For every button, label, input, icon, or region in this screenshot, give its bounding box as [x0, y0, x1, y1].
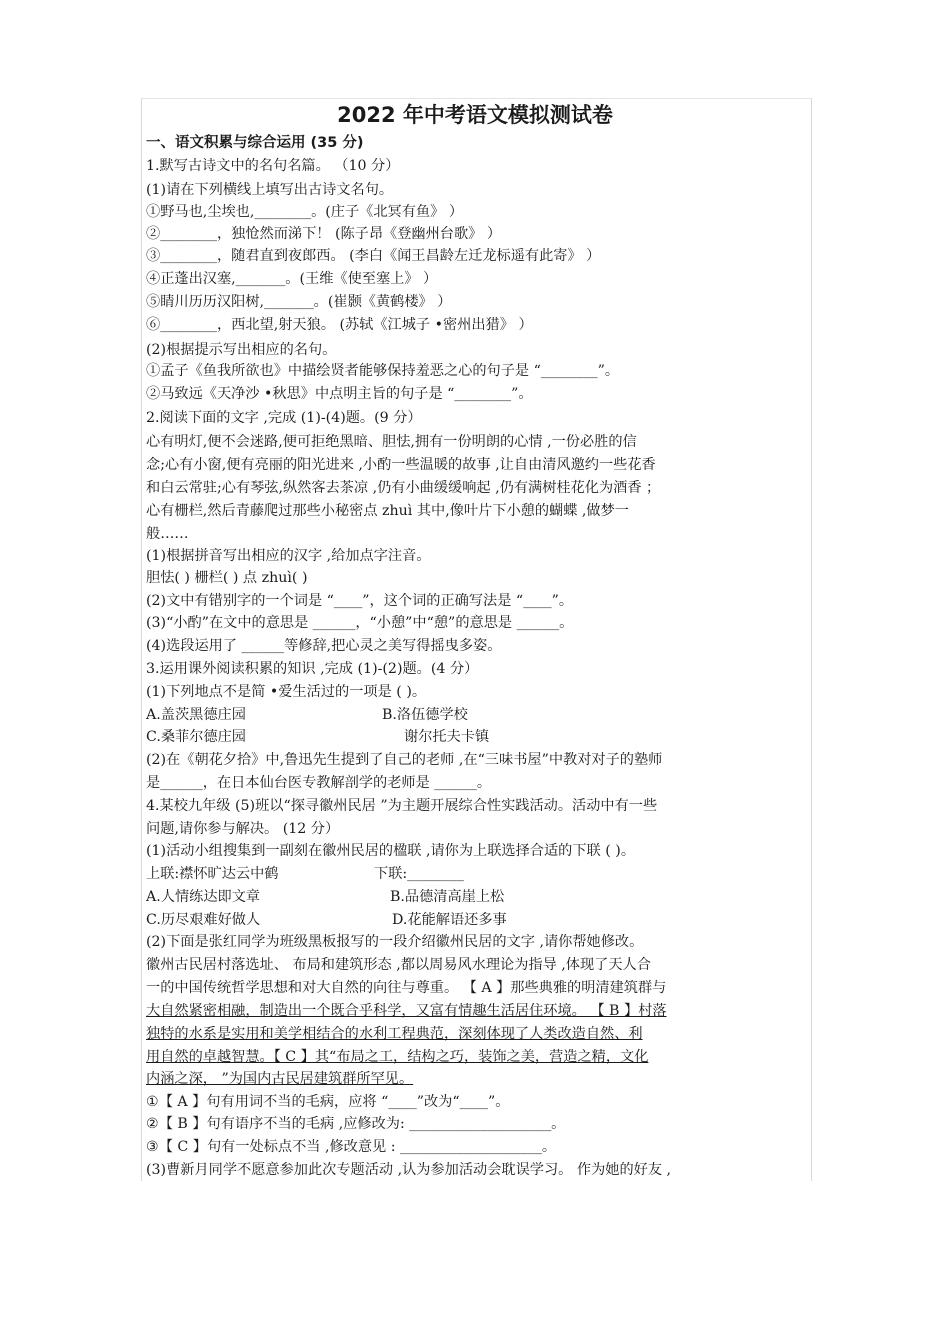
q3-option-a: A.盖茨黑德庄园 [146, 707, 246, 723]
q2-part3: (3)“小酌”在文中的意思是 ______，“小憩”中“憩”的意思是 ______。 [146, 615, 574, 631]
q3-option-b: B.洛伍德学校 [382, 707, 468, 723]
couplet-lower: 下联:________ [374, 866, 464, 882]
q1-part1-instruction: (1)请在下列横线上填写出古诗文名句。 [146, 182, 394, 198]
question-4-heading-line-1: 4.某校九年级 (5)班以“探寻徽州民居 ”为主题开展综合性实践活动。活动中有一些 [146, 798, 658, 814]
q2-part2: (2)文中有错别字的一个词是 “____”，这个词的正确写法是 “____”。 [146, 593, 574, 609]
q4-part1: (1)活动小组搜集到一副刻在徽州民居的楹联 ,请你为上联选择合适的下联 ( )。 [146, 843, 636, 859]
text-line-4: 独特的水系是实用和美学相结合的水利工程典范，深刻体现了人类改造自然、利 [146, 1026, 643, 1042]
q2-part1-blanks: 胆怯( ) 栅栏( ) 点 zhuì( ) [146, 570, 308, 586]
q3-part1: (1)下列地点不是简 •爱生活过的一项是 ( )。 [146, 684, 427, 700]
question-3-heading: 3.运用课外阅读积累的知识 ,完成 (1)-(2)题。(4 分） [146, 661, 479, 677]
passage-line-2: 念;心有小窗,便有亮丽的阳光进来 ,小酌一些温暖的故事 ,让自由清风邀约一些花香 [146, 457, 656, 473]
question-1-heading: 1.默写古诗文中的名句名篇。 （10 分） [146, 158, 400, 174]
q1-item-5: ⑤睛川历历汉阳树,_______。(崔颢《黄鹤楼》 ） [146, 294, 452, 310]
q4-option-d: D.花能解语还多事 [392, 912, 507, 928]
q1-item-4: ④正蓬出汉塞,_______。(王维《使至塞上》 ） [146, 271, 438, 287]
q3-part2-line-2: 是______，在日本仙台医专教解剖学的老师是 ______。 [146, 775, 492, 791]
revision-b: ②【 B 】句有语序不当的毛病 ,应修改为: ____________________。 [146, 1116, 566, 1132]
q4-part3: (3)曹新月同学不愿意参加此次专题活动 ,认为参加活动会耽误学习。 作为她的好友 , [146, 1162, 672, 1178]
exam-title: 2022 年中考语文模拟测试卷 [337, 103, 613, 127]
passage-line-5: 般…… [146, 526, 189, 542]
text-line-3: 大自然紧密相融，制造出一个既合乎科学，又富有情趣生活居住环境。 【 B 】村落 [146, 1003, 667, 1019]
q2-part4: (4)选段运用了 ______等修辞,把心灵之美写得摇曳多姿。 [146, 638, 502, 654]
q1-item-6: ⑥________，西北望,射天狼。 (苏轼《江城子 •密州出猎》 ） [146, 317, 533, 333]
q1-item-3: ③________，随君直到夜郎西。 (李白《闻王昌龄左迁龙标遥有此寄》 ） [146, 248, 601, 264]
q1-item-2: ②________，独怆然而涕下！ (陈子昂《登幽州台歌》 ） [146, 226, 502, 242]
text-line-6: 内涵之深， ”为国内古民居建筑群所罕见。 [146, 1071, 414, 1087]
text-line-2: 一的中国传统哲学思想和对大自然的向往与尊重。 【 A 】那些典雅的明清建筑群与 [146, 980, 667, 996]
q4-option-b: B.品德清高崖上松 [390, 889, 505, 905]
q3-option-d: 谢尔托夫卡镇 [404, 729, 490, 745]
question-4-heading-line-2: 问题,请你参与解决。 (12 分） [146, 821, 340, 837]
q1-part2-item-1: ①孟子《鱼我所欲也》中描绘贤者能够保持羞恶之心的句子是 “________”。 [146, 363, 620, 379]
q2-part1: (1)根据拼音写出相应的汉字 ,给加点字注音。 [146, 548, 431, 564]
text-line-5: 用自然的卓越智慧。【 C 】其“布局之工，结构之巧，装饰之美，营造之精，文化 [146, 1049, 649, 1065]
couplet-upper: 上联:襟怀旷达云中鹤 [146, 866, 279, 882]
q1-item-1: ①野马也,尘埃也,________。(庄子《北冥有鱼》 ） [146, 204, 464, 220]
revision-c: ③【 C 】句有一处标点不当 ,修改意见 : ____________________。 [146, 1139, 557, 1155]
passage-line-4: 心有栅栏,然后青藤爬过那些小秘密点 zhuì 其中,像叶片下小憩的蝴蝶 ,做梦一 [146, 503, 629, 519]
section-heading: 一、语文积累与综合运用 (35 分) [146, 135, 364, 151]
text-line-1: 徽州古民居村落选址、 布局和建筑形态 ,都以周易风水理论为指导 ,体现了天人合 [146, 957, 651, 973]
q3-option-c: C.桑菲尔德庄园 [146, 729, 246, 745]
passage-line-1: 心有明灯,便不会迷路,便可拒绝黑暗、胆怯,拥有一份明朗的心情 ,一份必胜的信 [146, 434, 637, 450]
q1-part2-item-2: ②马致远《天净沙 •秋思》中点明主旨的句子是 “________”。 [146, 386, 533, 402]
q4-option-a: A.人情练达即文章 [146, 889, 261, 905]
question-2-heading: 2.阅读下面的文字 ,完成 (1)-(4)题。(9 分） [146, 410, 422, 426]
q1-part2-instruction: (2)根据提示写出相应的名句。 [146, 342, 337, 358]
q4-part2: (2)下面是张红同学为班级黑板报写的一段介绍徽州民居的文字 ,请你帮她修改。 [146, 934, 644, 950]
passage-line-3: 和白云常驻;心有琴弦,纵然客去茶凉 ,仍有小曲缓缓响起 ,仍有满树桂花化为酒香 ； [146, 480, 661, 496]
q3-part2-line-1: (2)在《朝花夕拾》中,鲁迅先生提到了自己的老师 ,在“三味书屋”中教对对子的塾师 [146, 752, 663, 768]
revision-a: ①【 A 】句有用词不当的毛病，应将 “____”改为“____”。 [146, 1094, 510, 1110]
q4-option-c: C.历尽艰难好做人 [146, 912, 261, 928]
